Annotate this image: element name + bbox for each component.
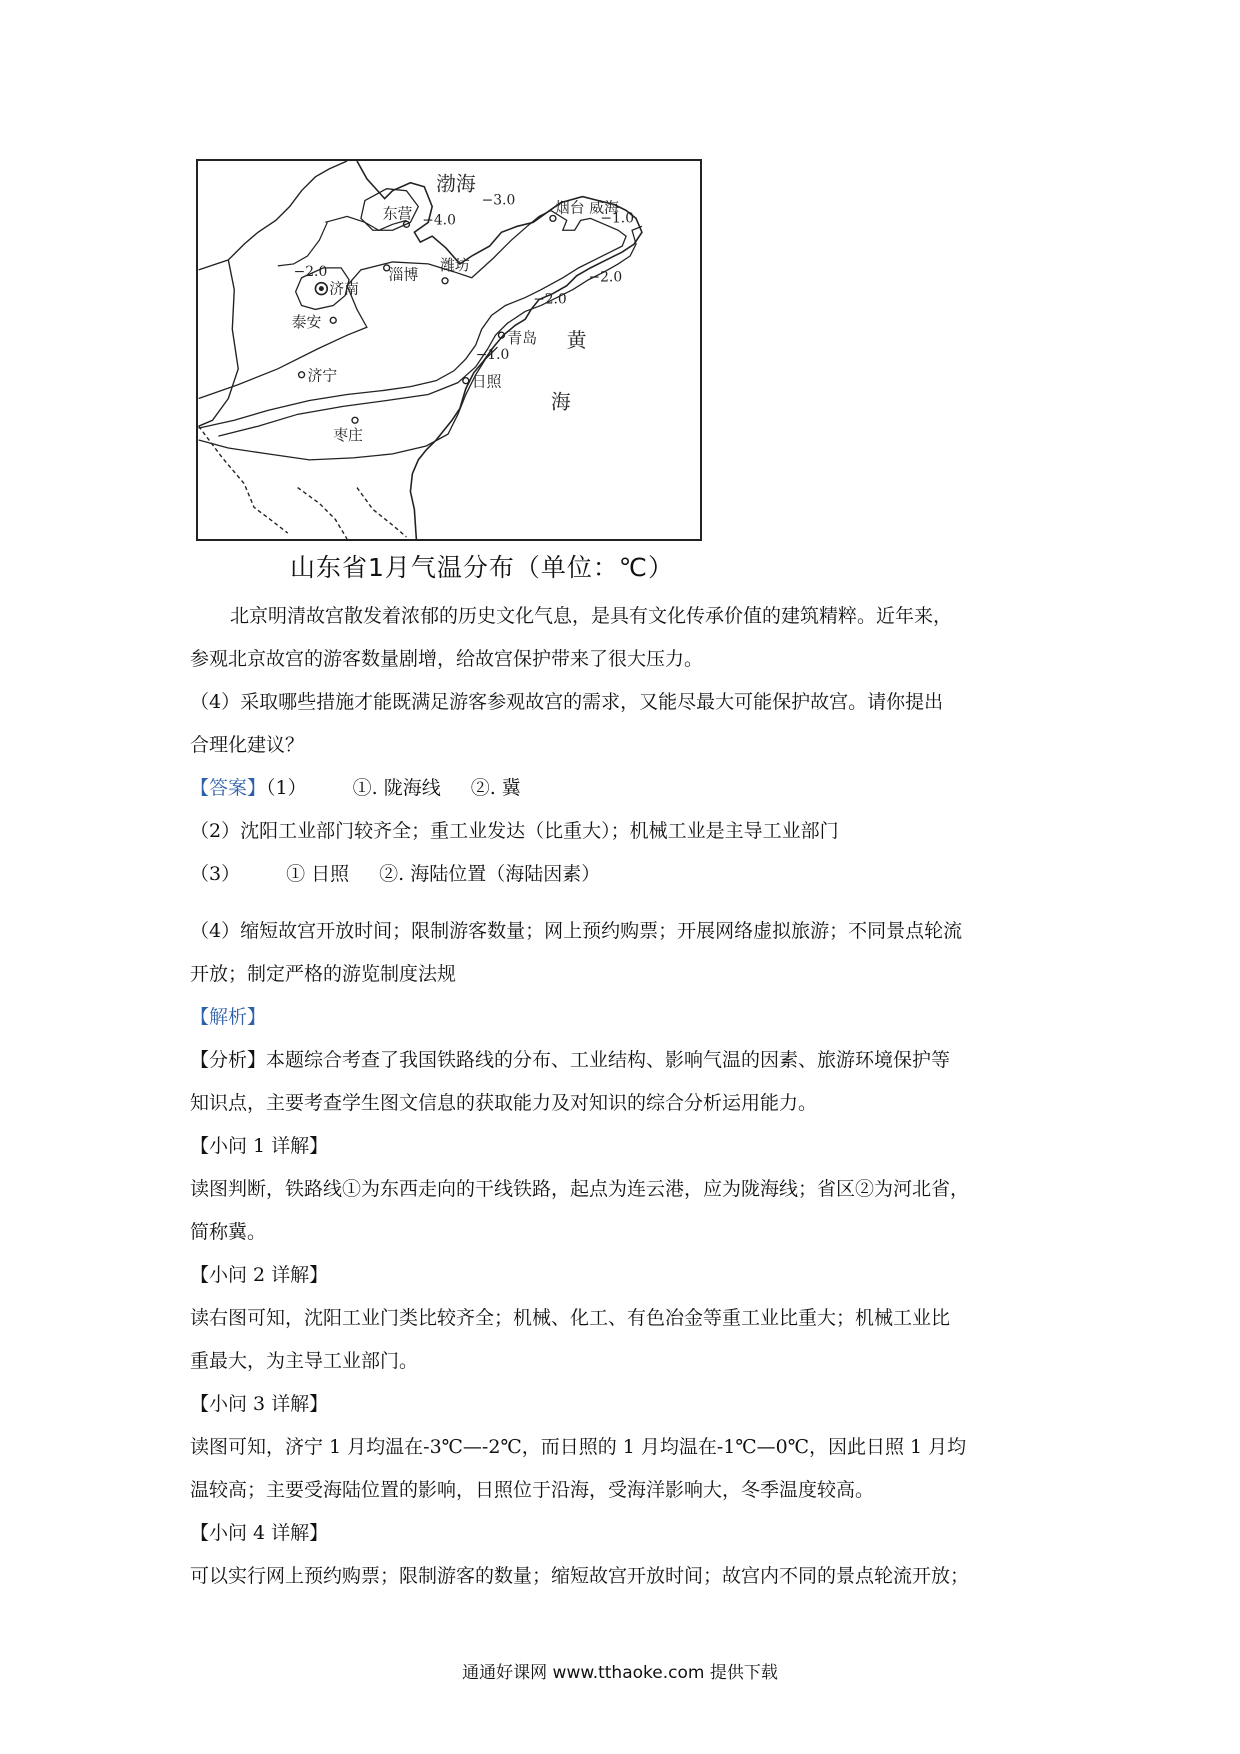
shandong-temperature-map <box>196 159 702 541</box>
province-boundary <box>199 161 347 270</box>
isotherm-label-m3: −3.0 <box>481 192 516 209</box>
weifang-dot <box>442 278 448 284</box>
detail-title: 【小问 3 详解】 <box>190 1393 329 1415</box>
city-label-jining: 济宁 <box>307 367 338 385</box>
question-line: 合理化建议？ <box>190 734 305 756</box>
city-label-zaozhuang: 枣庄 <box>333 427 363 445</box>
detail-text: 简称冀。 <box>190 1221 267 1243</box>
isotherm-label-m1a: −1.0 <box>600 210 635 227</box>
answer-q1-b: ②. 冀 <box>470 777 521 799</box>
map-drawing <box>198 161 700 539</box>
city-label-taian: 泰安 <box>291 314 322 332</box>
city-label-zibo: 淄博 <box>388 266 419 284</box>
analysis-summary: 知识点，主要考查学生图文信息的获取能力及对知识的综合分析运用能力。 <box>190 1092 818 1114</box>
document-body <box>190 595 1060 1598</box>
answer-q1-a: ①. 陇海线 <box>352 777 441 799</box>
zaozhuang-dot <box>352 417 358 423</box>
answer-q2: （2）沈阳工业部门较齐全；重工业发达（比重大）；机械工业是主导工业部门 <box>190 820 839 842</box>
answer-q3-number: （3） <box>190 863 241 885</box>
detail-title: 【小问 4 详解】 <box>190 1522 329 1544</box>
city-label-qingdao: 青岛 <box>507 330 538 348</box>
analysis-summary: 【分析】本题综合考查了我国铁路线的分布、工业结构、影响气温的因素、旅游环境保护等 <box>190 1049 951 1071</box>
passage-line: 参观北京故宫的游客数量剧增，给故宫保护带来了很大压力。 <box>190 648 704 670</box>
sea-label-huang: 黄 <box>566 329 587 353</box>
sea-label-bohai: 渤海 <box>436 172 476 196</box>
answer-q3-a: ① 日照 <box>286 863 350 885</box>
city-label-rizhao: 日照 <box>471 373 502 391</box>
map-caption: 山东省1月气温分布（单位：℃） <box>290 553 674 582</box>
passage-line: 北京明清故宫散发着浓郁的历史文化气息，是具有文化传承价值的建筑精粹。近年来， <box>230 605 953 627</box>
isotherm-label-m2a: −2.0 <box>293 263 328 280</box>
inner-boundary <box>278 216 407 265</box>
detail-text: 可以实行网上预约购票；限制游客的数量；缩短故宫开放时间；故宫内不同的景点轮流开放； <box>190 1565 970 1587</box>
answer-q3-b: ②. 海陆位置（海陆因素） <box>379 863 601 885</box>
detail-text: 读右图可知，沈阳工业门类比较齐全；机械、化工、有色冶金等重工业比重大；机械工业比 <box>190 1307 951 1329</box>
answer-q3 <box>190 853 1060 896</box>
question-line: （4）采取哪些措施才能既满足游客参观故宫的需求，又能尽最大可能保护故宫。请你提出 <box>190 691 944 713</box>
answer-tag: 【答案】 <box>190 777 267 799</box>
isotherm-label-m1b: −1.0 <box>475 346 510 363</box>
answer-q4: （4）缩短故宫开放时间；限制游客数量；网上预约购票；开展网络虚拟旅游；不同景点轮流 <box>190 920 963 942</box>
answer-q1 <box>190 767 1060 810</box>
taian-dot <box>330 317 336 323</box>
detail-text: 温较高；主要受海陆位置的影响，日照位于沿海，受海洋影响大，冬季温度较高。 <box>190 1479 875 1501</box>
isotherm-label-m4: −4.0 <box>422 212 456 229</box>
sea-label-hai: 海 <box>550 390 571 414</box>
city-label-yantai-weihai: 烟台 威海 <box>554 199 619 217</box>
isotherm-label-m2b: −2.0 <box>588 269 623 286</box>
detail-text: 读图判断，铁路线①为东西走向的干线铁路，起点为连云港，应为陇海线；省区②为河北省， <box>190 1178 970 1200</box>
western-boundary <box>199 260 239 426</box>
rizhao-dot <box>463 378 469 384</box>
analysis-tag: 【解析】 <box>190 1006 267 1028</box>
city-label-weifang: 潍坊 <box>440 256 470 274</box>
answer-q4: 开放；制定严格的游览制度法规 <box>190 963 457 985</box>
page-footer: 通通好课网 www.tthaoke.com 提供下载 <box>462 1663 778 1683</box>
detail-title: 【小问 1 详解】 <box>190 1135 329 1157</box>
city-label-dongying: 东营 <box>382 205 413 223</box>
detail-text: 读图可知，济宁 1 月均温在-3℃—-2℃，而日照的 1 月均温在-1℃—0℃，因此日照 1 月均 <box>190 1436 967 1458</box>
isotherm-label-m2c: −2.0 <box>533 291 567 308</box>
jining-dot <box>299 372 305 378</box>
answer-q1-number: （1） <box>266 777 307 799</box>
detail-text: 重最大，为主导工业部门。 <box>190 1350 419 1372</box>
detail-title: 【小问 2 详解】 <box>190 1264 329 1286</box>
city-label-jinan: 济南 <box>329 280 359 298</box>
southern-boundary <box>199 426 407 539</box>
